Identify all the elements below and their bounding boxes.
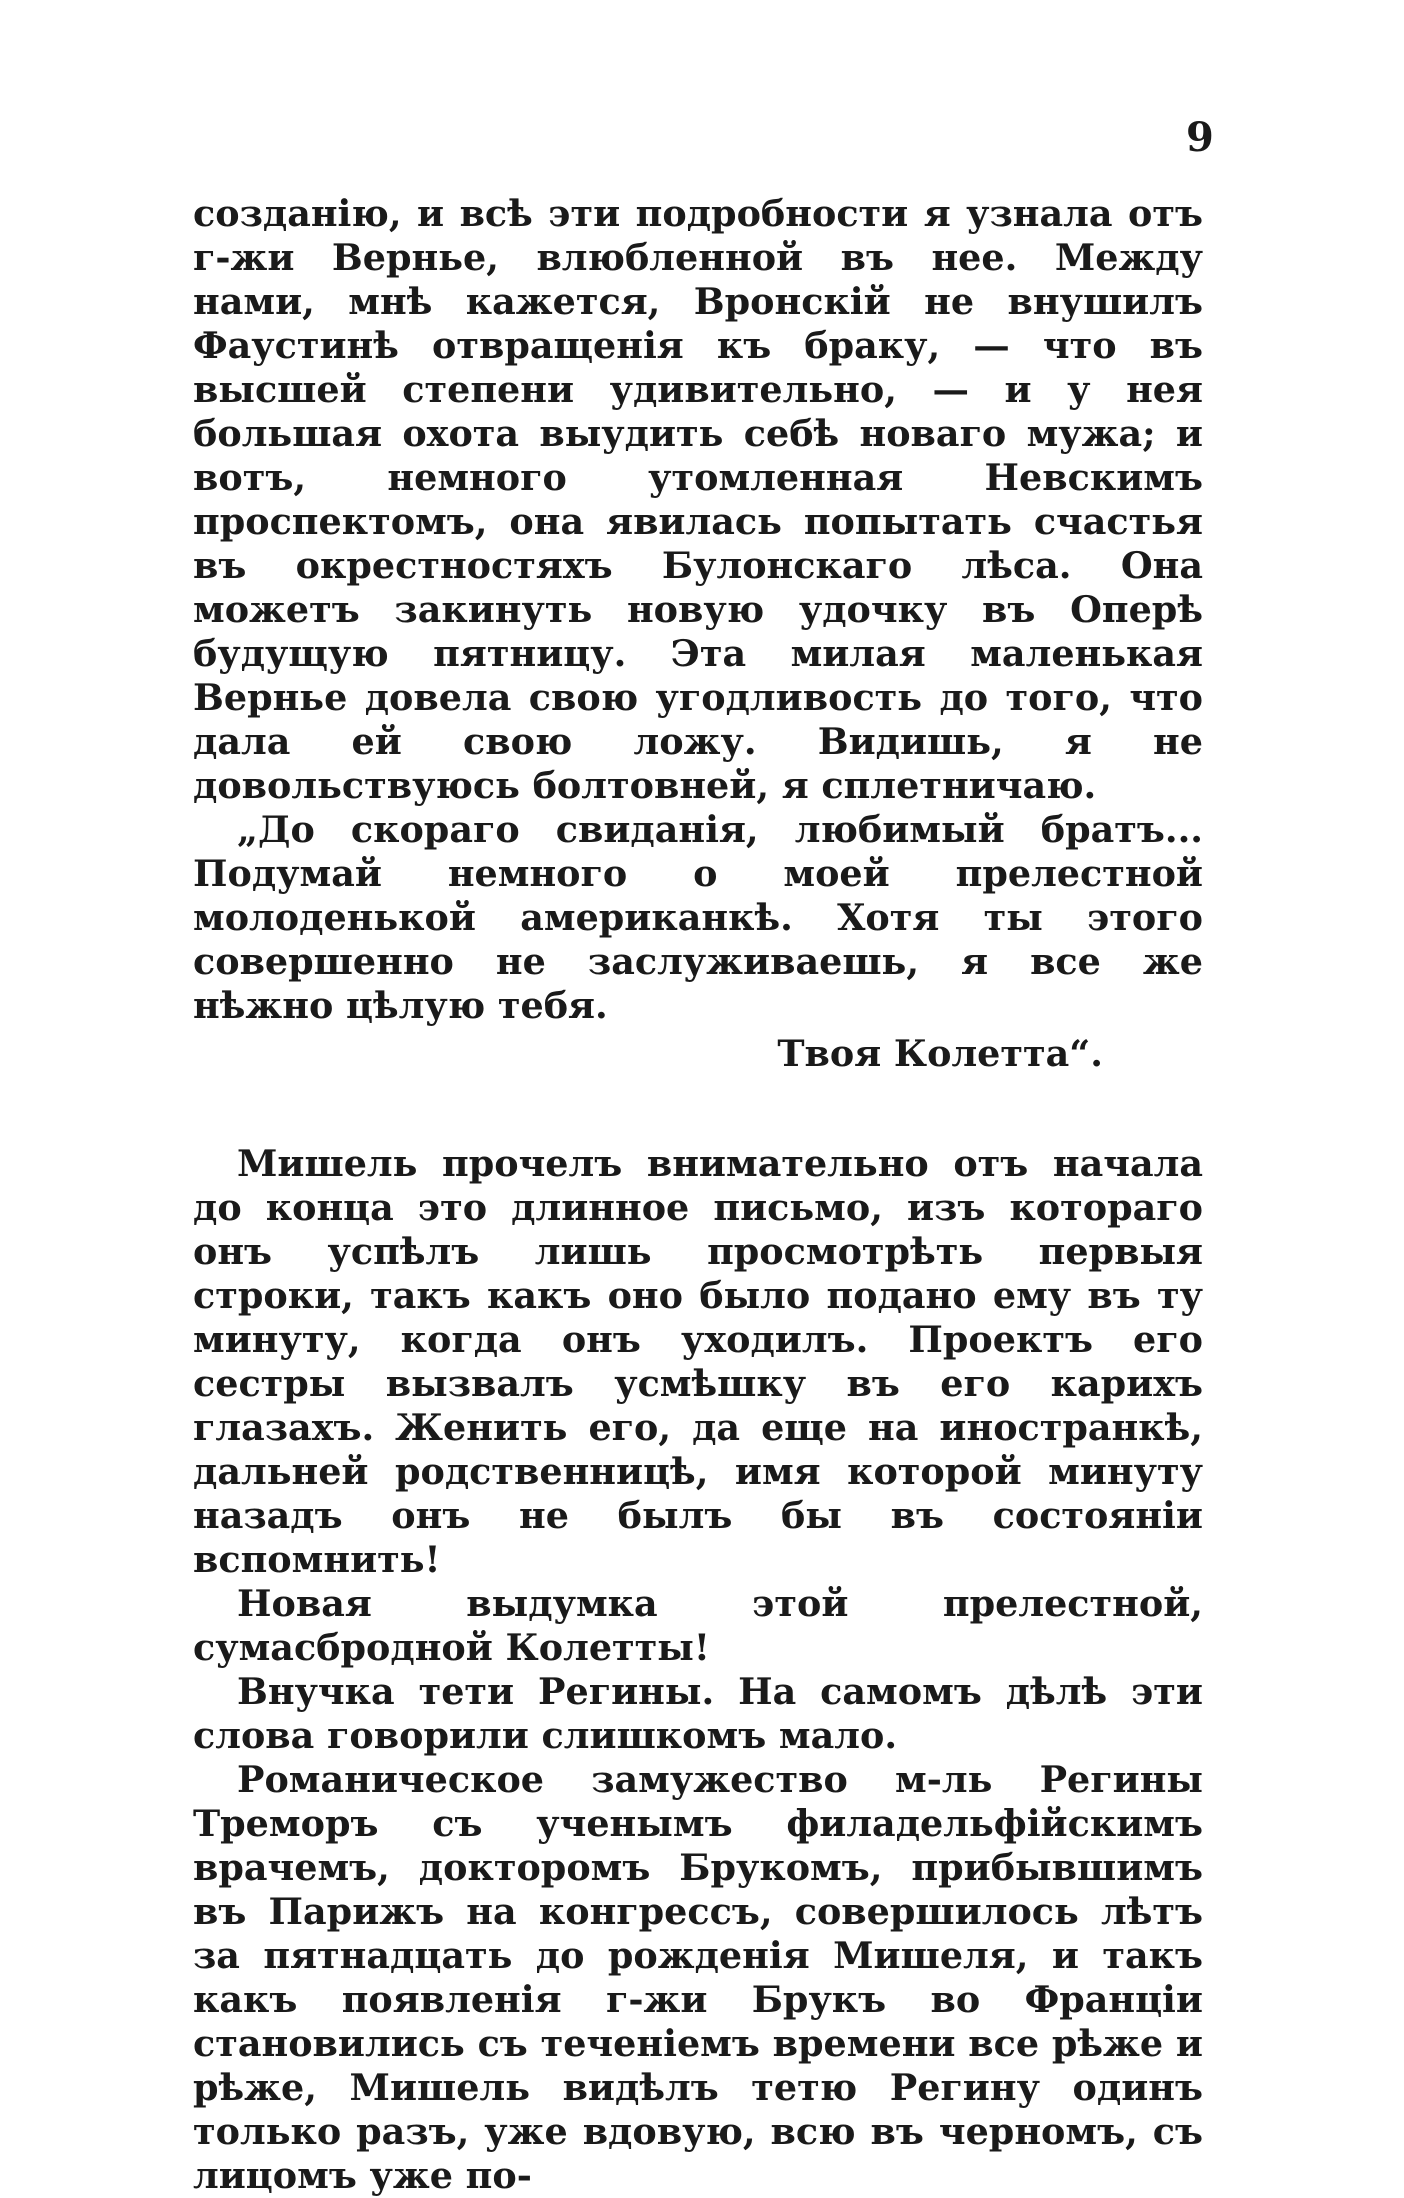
paragraph: Мишель прочелъ внимательно отъ начала до конца это длинное письмо, изъ котораго онъ успѣлъ лишь просмотрѣть первыя строки, такъ какъ оно было подано ему въ ту минуту, когда онъ уходилъ. Проектъ его сестры вызвалъ усмѣшку въ его карихъ глазахъ. Женить его, да еще на иностранкѣ, дальней родственницѣ, имя которой минуту назадъ онъ не былъ бы въ состояніи вспомнить! [193, 1142, 1203, 1581]
paragraph: „До скораго свиданія, любимый братъ... Подумай немного о моей прелестной молоденькой американкѣ. Хотя ты этого совершенно не заслуживаешь, я все же нѣжно цѣлую тебя. [193, 808, 1203, 1027]
paragraph: Новая выдумка этой прелестной, сумасбродной Колетты! [193, 1582, 1203, 1669]
paragraph: созданію, и всѣ эти подробности я узнала отъ г-жи Вернье, влюбленной въ нее. Между нами, мнѣ кажется, Вронскій не внушилъ Фаустинѣ отвращенія къ браку, — что въ высшей степени удивительно, — и у нея большая охота выудить себѣ новаго мужа; и вотъ, немного утомленная Невскимъ проспектомъ, она явилась попытать счастья въ окрестностяхъ Булонскаго лѣса. Она можетъ закинуть новую удочку въ Оперѣ будущую пятницу. Эта милая маленькая Вернье довела свою угодливость до того, что дала ей свою ложу. Видишь, я не довольствуюсь болтовней, я сплетничаю. [193, 192, 1203, 807]
page-body [193, 192, 1203, 2198]
paragraph: Романическое замужество м-ль Регины Треморъ съ ученымъ филадельфійскимъ врачемъ, докторомъ Брукомъ, прибывшимъ въ Парижъ на конгрессъ, совершилось лѣтъ за пятнадцать до рожденія Мишеля, и такъ какъ появленія г-жи Брукъ во Франціи становились съ теченіемъ времени все рѣже и рѣже, Мишель видѣлъ тетю Регину одинъ только разъ, уже вдовую, всю въ черномъ, съ лицомъ уже по- [193, 1758, 1203, 2197]
page-number: 9 [1186, 114, 1214, 161]
letter-signature: Твоя Колетта“. [777, 1032, 1103, 1075]
paragraph: Внучка тети Регины. На самомъ дѣлѣ эти слова говорили слишкомъ мало. [193, 1670, 1203, 1757]
